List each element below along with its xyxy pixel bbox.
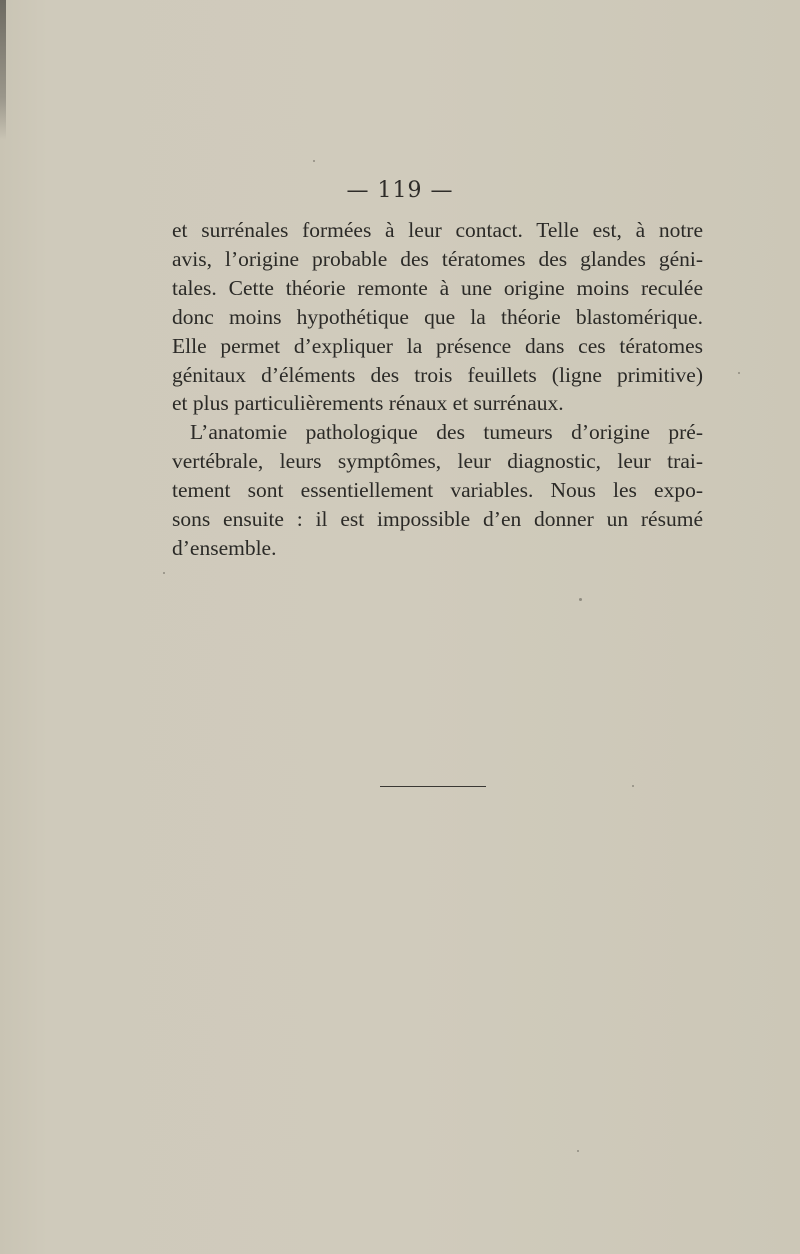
text-line: génitaux d’éléments des trois feuillets (ligne primitive) bbox=[172, 362, 703, 387]
text-line: et plus particulièrements rénaux et surrénaux. bbox=[172, 391, 564, 416]
paper-speck bbox=[313, 160, 315, 162]
text-line: L’anatomie pathologique des tumeurs d’origine pré- bbox=[190, 420, 703, 445]
body-text bbox=[172, 216, 703, 563]
text-line: tales. Cette théorie remonte à une origine moins reculée bbox=[172, 275, 703, 300]
text-line: Elle permet d’expliquer la présence dans ces tératomes bbox=[172, 333, 703, 358]
text-line: vertébrale, leurs symptômes, leur diagnostic, leur trai- bbox=[172, 449, 703, 474]
paper-speck bbox=[579, 598, 582, 601]
paper-speck bbox=[163, 572, 165, 574]
page-number: — 119 — bbox=[346, 178, 454, 203]
text-line: sons ensuite : il est impossible d’en donner un résumé bbox=[172, 507, 703, 532]
section-rule bbox=[380, 786, 486, 787]
text-line: donc moins hypothétique que la théorie blastomérique. bbox=[172, 304, 703, 329]
paper-speck bbox=[577, 1150, 579, 1152]
text-line: et surrénales formées à leur contact. Telle est, à notre bbox=[172, 218, 703, 242]
text-line: d’ensemble. bbox=[172, 535, 277, 560]
binding-edge bbox=[0, 0, 6, 140]
paper-speck bbox=[632, 785, 634, 787]
text-line: avis, l’origine probable des tératomes des glandes géni- bbox=[172, 246, 703, 271]
paper-speck bbox=[738, 372, 740, 374]
text-line: tement sont essentiellement variables. Nous les expo- bbox=[172, 478, 703, 503]
